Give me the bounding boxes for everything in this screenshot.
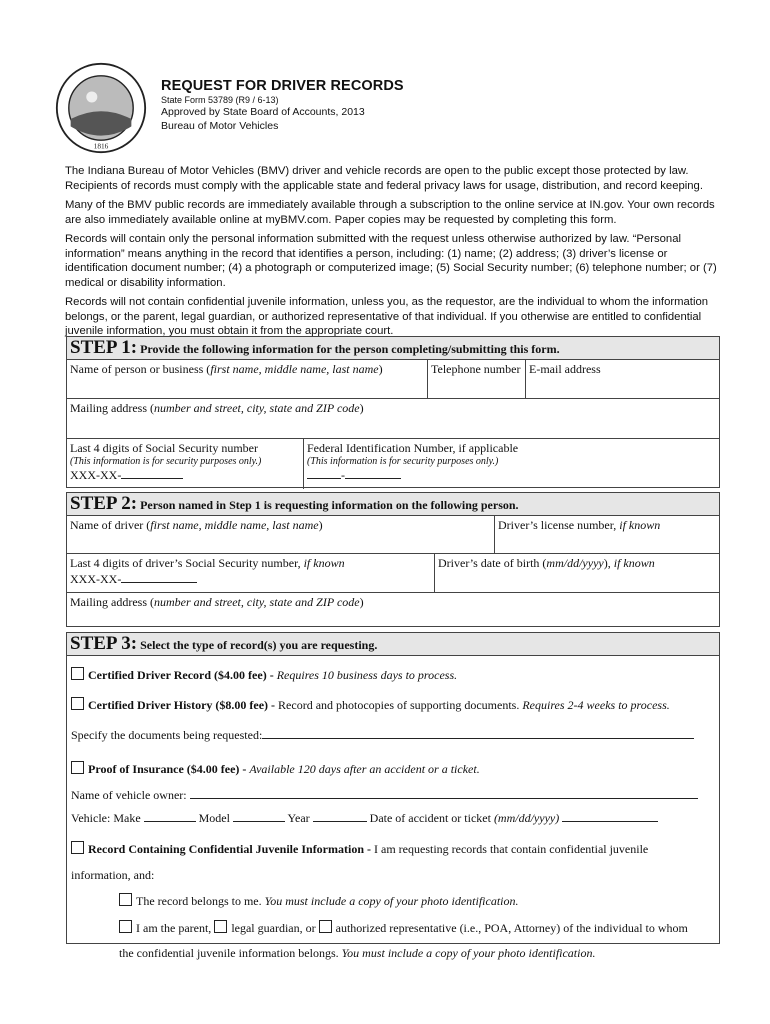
form-number: State Form 53789 (R9 / 6-13) — [161, 95, 279, 105]
indiana-state-seal — [55, 62, 147, 154]
intro-paragraph: The Indiana Bureau of Motor Vehicles (BMV) driver and vehicle records are open to the public except those protected by law. Recipients of records must comply with the applicable state and federal privacy laws for usage, distribution, and record keeping. — [65, 165, 703, 192]
requester-name-field[interactable]: Name of person or business (first name, middle name, last name) — [67, 360, 428, 398]
step-label: STEP 2: — [70, 493, 138, 514]
juvenile-representative-option[interactable]: I am the parent, legal guardian, or authorized representative (i.e., POA, Attorney) of the individual to whom — [71, 916, 715, 940]
vehicle-info-fields[interactable]: Vehicle: Make Model Year Date of accident or ticket (mm/dd/yyyy) — [71, 806, 715, 830]
checkbox-guardian[interactable] — [214, 920, 227, 933]
intro-text — [65, 164, 725, 344]
step-title: Person named in Step 1 is requesting information on the following person. — [140, 498, 519, 512]
checkbox[interactable] — [71, 841, 84, 854]
step1-section — [66, 336, 720, 488]
driver-dob-field[interactable]: Driver’s date of birth (mm/dd/yyyy), if known — [438, 556, 655, 570]
step1-header — [67, 337, 719, 360]
driver-license-field[interactable]: Driver’s license number, if known — [498, 518, 661, 532]
svg-text:1816: 1816 — [93, 141, 109, 151]
checkbox[interactable] — [71, 667, 84, 680]
specify-documents-field[interactable]: Specify the documents being requested: — [71, 720, 715, 750]
checkbox-representative[interactable] — [319, 920, 332, 933]
intro-paragraph: Records will not contain confidential juvenile information, unless you, as the requestor, are the individual to whom the information belongs, or the parent, legal guardian, or authorized representative of that individual. If you otherwise are entitled to confidential juvenile information, you must obtain it from the appropriate court. — [65, 296, 709, 337]
step-label: STEP 1: — [70, 337, 138, 358]
driver-ssn-field[interactable]: Last 4 digits of driver’s Social Security number, if known XXX-XX- — [67, 554, 435, 592]
step2-section — [66, 492, 720, 627]
juvenile-continuation: information, and: — [71, 868, 155, 882]
step-title: Select the type of record(s) you are requesting. — [140, 638, 378, 652]
option-confidential-juvenile[interactable]: Record Containing Confidential Juvenile Information - I am requesting records that contain confidential juvenile — [71, 834, 715, 864]
telephone-field[interactable]: Telephone number — [428, 360, 526, 398]
step-title: Provide the following information for the person completing/submitting this form. — [140, 342, 560, 356]
fein-field[interactable]: Federal Identification Number, if applicable (This information is for security purposes only.) - — [307, 441, 519, 482]
requester-ssn-field[interactable]: Last 4 digits of Social Security number (This information is for security purposes only.) XXX-XX- — [67, 439, 304, 489]
intro-paragraph: Records will contain only the personal information submitted with the request unless otherwise authorized by law. “Personal information” means anything in the record that identifies a person, including: (1) name; (2) address; (3) driver’s license or identification document number; (4) a photograph or computerized image; (5) Social Security number; (6) telephone number; or (7) medical or disability information. — [65, 233, 717, 289]
option-certified-driver-record[interactable]: Certified Driver Record ($4.00 fee) - Requires 10 business days to process. — [71, 660, 715, 690]
step3-header — [67, 633, 719, 656]
option-certified-driver-history[interactable]: Certified Driver History ($8.00 fee) - Record and photocopies of supporting documents. Requires 2-4 weeks to process. — [71, 690, 715, 720]
intro-paragraph: Many of the BMV public records are immediately available through a subscription to the online service at IN.gov. Your own records are also immediately available online at myBMV.com. Paper copies may be requested by completing this form. — [65, 199, 715, 226]
juvenile-self-option[interactable]: The record belongs to me. You must include a copy of your photo identification. — [71, 886, 715, 916]
juvenile-representative-continuation: the confidential juvenile information belongs. You must include a copy of your photo identification. — [119, 946, 596, 960]
checkbox-parent[interactable] — [119, 920, 132, 933]
checkbox[interactable] — [71, 697, 84, 710]
step2-header — [67, 493, 719, 516]
approval-line: Approved by State Board of Accounts, 2013 — [161, 106, 365, 118]
checkbox[interactable] — [119, 893, 132, 906]
step3-section — [66, 632, 720, 960]
form-title: REQUEST FOR DRIVER RECORDS — [161, 78, 404, 94]
driver-name-field[interactable]: Name of driver (first name, middle name, last name) — [67, 516, 495, 553]
requester-address-field[interactable]: Mailing address (number and street, city, state and ZIP code) — [70, 401, 364, 415]
vehicle-owner-field[interactable]: Name of vehicle owner: — [71, 784, 715, 806]
agency-name: Bureau of Motor Vehicles — [161, 120, 279, 132]
option-proof-of-insurance[interactable]: Proof of Insurance ($4.00 fee) - Available 120 days after an accident or a ticket. — [71, 754, 715, 784]
checkbox[interactable] — [71, 761, 84, 774]
email-field[interactable]: E-mail address — [529, 362, 601, 376]
step-label: STEP 3: — [70, 633, 138, 654]
driver-address-field[interactable]: Mailing address (number and street, city, state and ZIP code) — [70, 595, 364, 609]
